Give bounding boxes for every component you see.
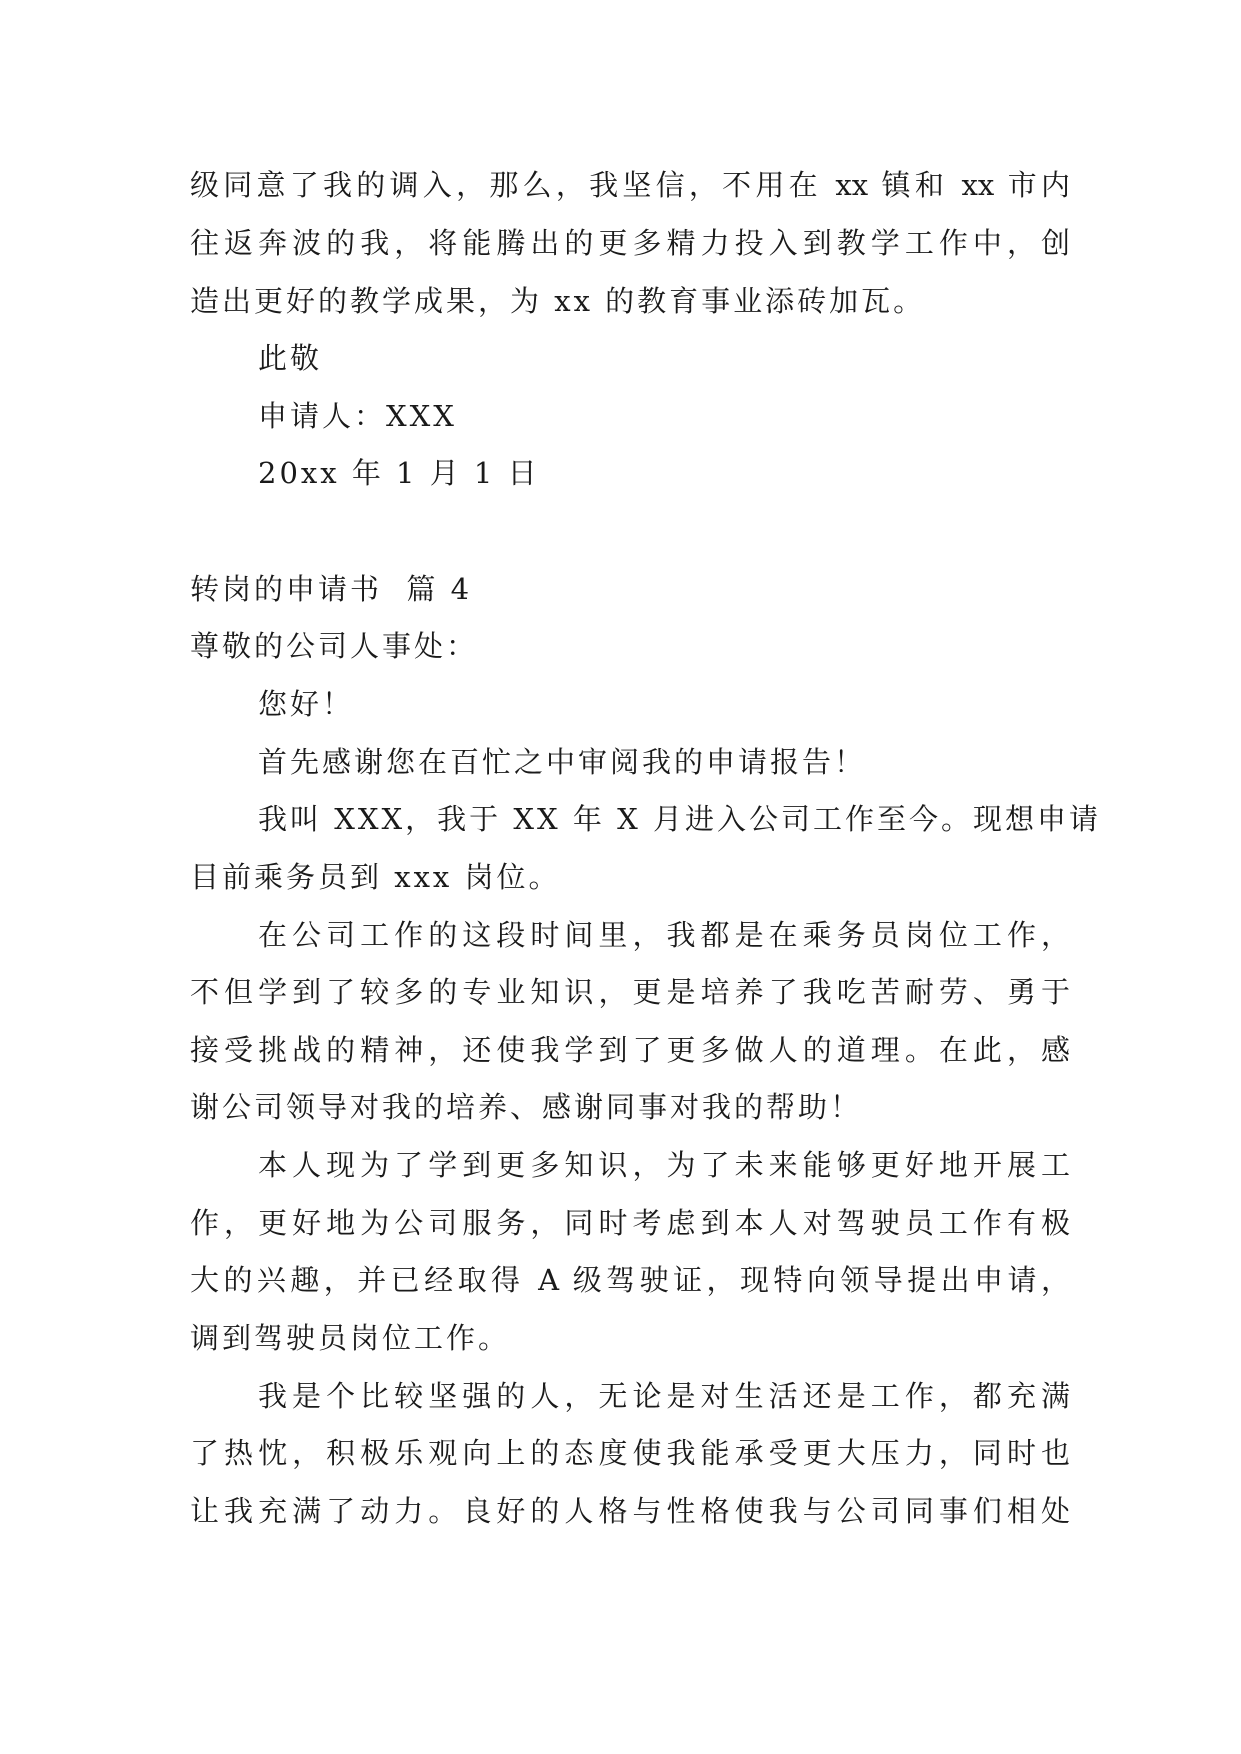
paragraph-line: 往返奔波的我，将能腾出的更多精力投入到教学工作中，创 bbox=[190, 226, 1070, 260]
applicant-signature: 申请人：XXX bbox=[258, 399, 457, 433]
paragraph-line: 我叫 XXX，我于 XX 年 X 月进入公司工作至今。现想申请 bbox=[258, 802, 1101, 836]
paragraph-line: 了热忱，积极乐观向上的态度使我能承受更大压力，同时也 bbox=[190, 1436, 1070, 1470]
paragraph-line: 调到驾驶员岗位工作。 bbox=[190, 1321, 511, 1355]
paragraph-line: 我是个比较坚强的人，无论是对生活还是工作，都充满 bbox=[258, 1379, 1070, 1413]
paragraph-line: 级同意了我的调入，那么，我坚信，不用在 xx 镇和 xx 市内 bbox=[190, 168, 1070, 202]
paragraph-line: 让我充满了动力。良好的人格与性格使我与公司同事们相处 bbox=[190, 1494, 1070, 1528]
paragraph-line: 目前乘务员到 xxx 岗位。 bbox=[190, 860, 561, 894]
paragraph-line: 首先感谢您在百忙之中审阅我的申请报告！ bbox=[258, 745, 867, 779]
paragraph-line: 大的兴趣，并已经取得 A 级驾驶证，现特向领导提出申请， bbox=[190, 1263, 1070, 1297]
closing-text: 此敬 bbox=[258, 341, 323, 375]
paragraph-line: 接受挑战的精神，还使我学到了更多做人的道理。在此，感 bbox=[190, 1033, 1070, 1067]
paragraph-line: 本人现为了学到更多知识，为了未来能够更好地开展工 bbox=[258, 1148, 1070, 1182]
paragraph-line: 不但学到了较多的专业知识，更是培养了我吃苦耐劳、勇于 bbox=[190, 975, 1070, 1009]
salutation: 尊敬的公司人事处： bbox=[190, 629, 479, 663]
paragraph-line: 作，更好地为公司服务，同时考虑到本人对驾驶员工作有极 bbox=[190, 1206, 1070, 1240]
paragraph-line: 谢公司领导对我的培养、感谢同事对我的帮助！ bbox=[190, 1090, 863, 1124]
section-title: 转岗的申请书 篇 4 bbox=[190, 572, 473, 606]
letter-date: 20xx 年 1 月 1 日 bbox=[258, 456, 540, 490]
paragraph-line: 在公司工作的这段时间里，我都是在乘务员岗位工作， bbox=[258, 918, 1070, 952]
paragraph-line: 造出更好的教学成果，为 xx 的教育事业添砖加瓦。 bbox=[190, 284, 926, 318]
greeting: 您好！ bbox=[258, 687, 355, 721]
